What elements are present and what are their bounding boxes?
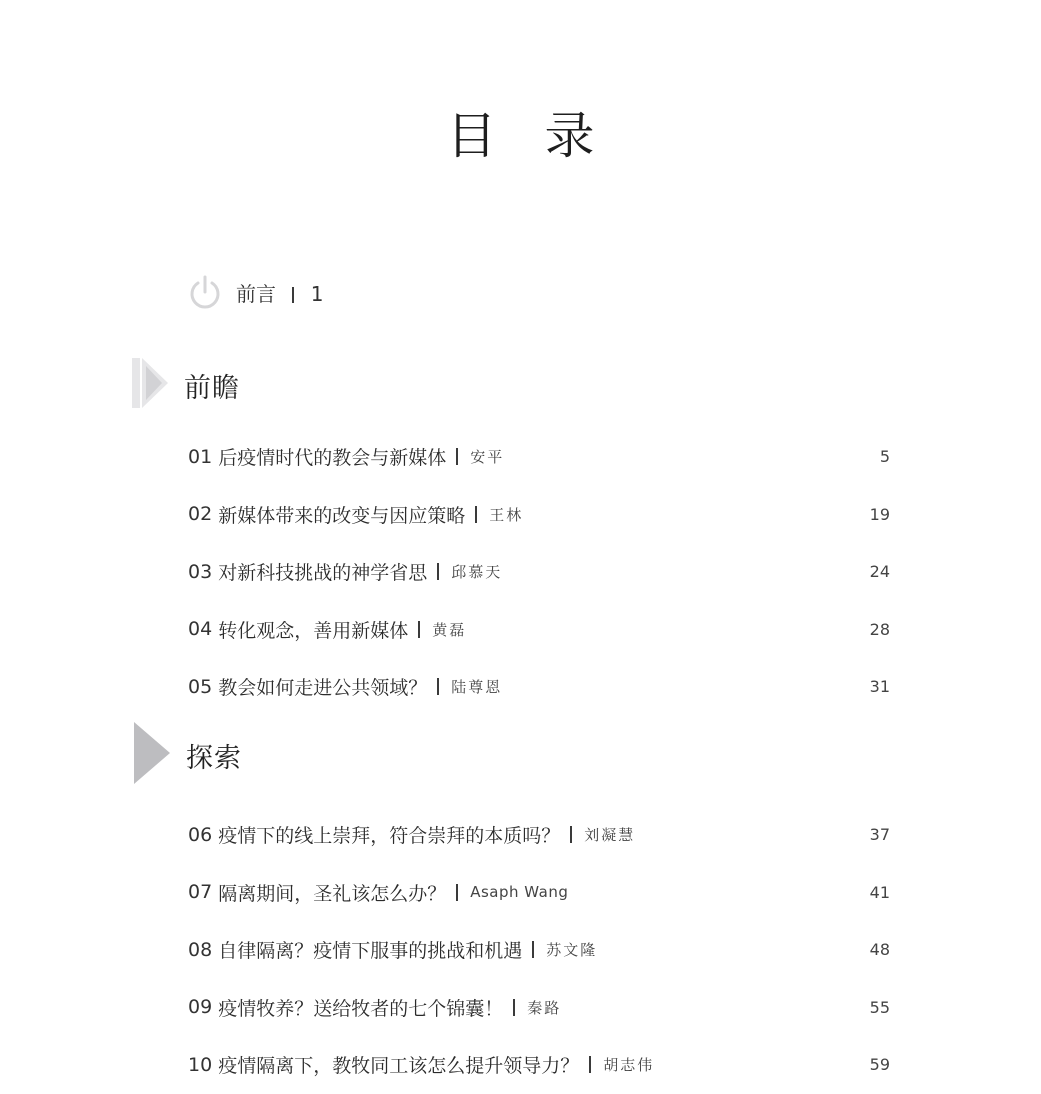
separator	[418, 621, 420, 638]
separator	[513, 999, 515, 1016]
entry-title: 疫情隔离下，教牧同工该怎么提升领导力？	[218, 1055, 580, 1078]
entry-author: 王林	[489, 505, 524, 524]
toc-entry[interactable]	[188, 864, 890, 922]
entry-author: 苏文隆	[546, 941, 598, 960]
toc-entry[interactable]	[188, 979, 890, 1037]
entry-title: 隔离期间，圣礼该怎么办？	[218, 882, 447, 905]
entry-page: 5	[879, 447, 890, 467]
entry-author: 黄磊	[432, 620, 467, 639]
entry-number: 03	[188, 560, 213, 583]
entry-page: 37	[869, 825, 890, 845]
section-title: 探索	[186, 742, 242, 774]
separator	[475, 506, 477, 523]
play-triangle-icon	[132, 722, 172, 788]
toc-entry[interactable]	[188, 428, 890, 486]
preface-page: 1	[310, 281, 324, 306]
entry-page: 59	[869, 1055, 890, 1075]
section-header-qianzhan	[132, 358, 240, 412]
separator	[532, 941, 534, 958]
entry-number: 02	[188, 503, 213, 526]
separator	[456, 448, 458, 465]
entry-title: 新媒体带来的改变与因应策略	[218, 504, 466, 527]
entry-author: 安平	[470, 448, 505, 467]
toc-list-qianzhan	[188, 428, 890, 716]
entry-number: 04	[188, 618, 213, 641]
separator	[570, 826, 572, 843]
separator	[456, 884, 458, 901]
entry-author: 秦路	[527, 998, 562, 1017]
entry-page: 24	[869, 562, 890, 582]
entry-number: 10	[188, 1053, 213, 1076]
preface-entry[interactable]	[186, 270, 323, 314]
toc-entry[interactable]	[188, 806, 890, 864]
entry-title: 自律隔离？疫情下服事的挑战和机遇	[218, 940, 523, 963]
entry-page: 55	[869, 997, 890, 1017]
entry-author: 胡志伟	[603, 1056, 655, 1075]
page-title: 目 录	[446, 107, 611, 165]
play-pause-marker-icon	[132, 358, 170, 412]
separator	[437, 563, 439, 580]
entry-author: 邱慕天	[451, 563, 503, 582]
entry-number: 01	[188, 445, 213, 468]
toc-entry[interactable]	[188, 543, 890, 601]
entry-number: 09	[188, 996, 213, 1019]
separator	[437, 678, 439, 695]
entry-page: 19	[869, 504, 890, 524]
entry-title: 转化观念，善用新媒体	[218, 619, 409, 642]
toc-entry[interactable]	[188, 486, 890, 544]
entry-title: 疫情下的线上崇拜，符合崇拜的本质吗？	[218, 825, 561, 848]
section-title: 前瞻	[184, 372, 240, 404]
entry-number: 05	[188, 675, 213, 698]
toc-entry[interactable]	[188, 658, 890, 716]
entry-number: 06	[188, 823, 213, 846]
entry-title: 教会如何走进公共领域？	[218, 677, 428, 700]
separator	[589, 1056, 591, 1073]
toc-entry[interactable]	[188, 601, 890, 659]
entry-number: 07	[188, 881, 213, 904]
power-icon	[186, 273, 224, 311]
preface-text	[236, 278, 323, 307]
separator	[292, 287, 294, 303]
entry-author: 刘凝慧	[584, 826, 636, 845]
entry-number: 08	[188, 938, 213, 961]
entry-page: 41	[869, 882, 890, 902]
entry-title: 后疫情时代的教会与新媒体	[218, 447, 447, 470]
toc-entry[interactable]	[188, 1036, 890, 1094]
toc-list-tansuo	[188, 806, 890, 1094]
entry-page: 31	[869, 677, 890, 697]
preface-label: 前言	[236, 281, 276, 306]
entry-author: 陆尊恩	[451, 678, 503, 697]
entry-title: 对新科技挑战的神学省思	[218, 562, 428, 585]
entry-author: Asaph Wang	[470, 883, 569, 902]
entry-page: 48	[869, 940, 890, 960]
entry-title: 疫情牧养？送给牧者的七个锦囊！	[218, 997, 504, 1020]
entry-page: 28	[869, 619, 890, 639]
section-header-tansuo	[132, 722, 242, 788]
toc-entry[interactable]	[188, 921, 890, 979]
